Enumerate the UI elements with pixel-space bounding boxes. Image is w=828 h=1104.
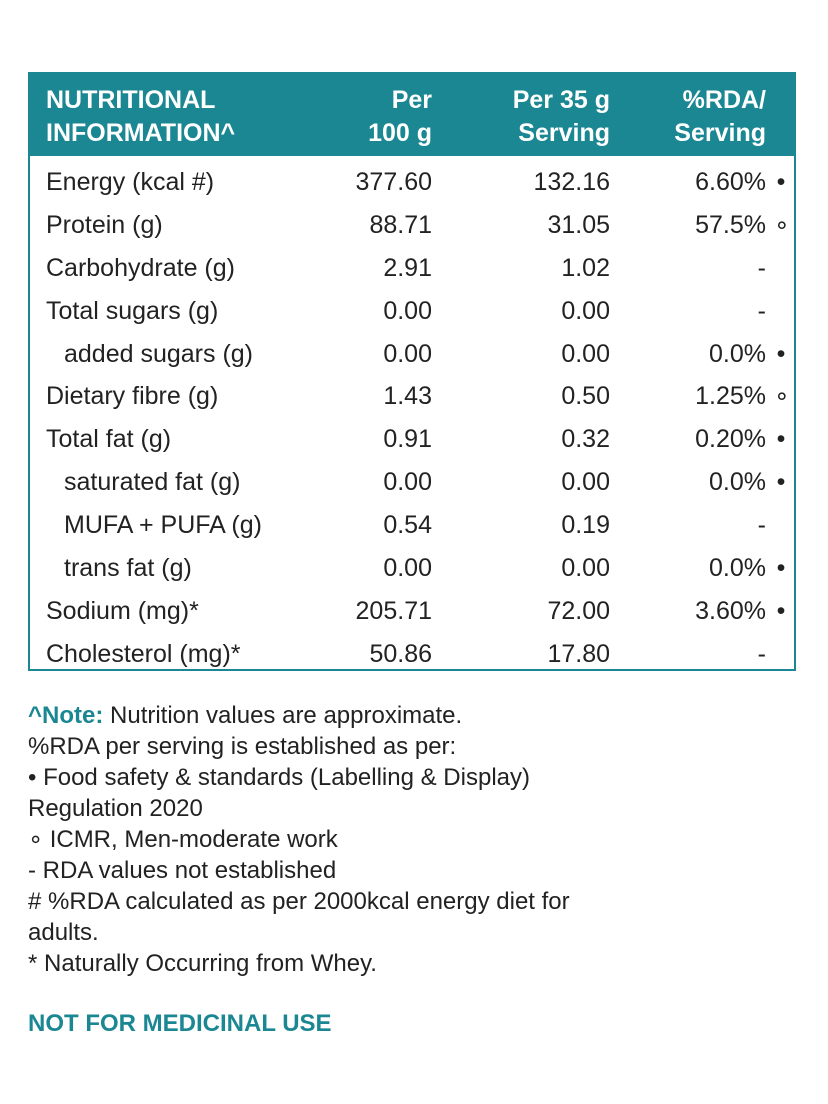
note-line: adults. [28,919,99,946]
note-line: Regulation 2020 [28,795,203,822]
value-rda: 3.60% [695,596,766,625]
header-per-serving: Per 35 g Serving [512,86,610,147]
value-per-100g: 50.86 [369,639,432,668]
value-per-serving: 0.00 [561,468,610,497]
nutrient-name: Sodium (mg)* [46,596,199,625]
value-rda: - [757,639,766,668]
value-per-serving: 1.02 [561,253,610,282]
value-per-serving: 0.00 [561,296,610,325]
note-line: - RDA values not established [28,857,337,884]
note-lines [28,731,788,979]
value-rda: - [757,253,766,282]
table-row [30,413,794,456]
rda-source-mark: ∘ [774,382,790,411]
rda-source-mark: • [776,596,786,625]
note-text: Nutrition values are approximate. [103,702,463,729]
nutrient-name: trans fat (g) [64,554,192,583]
value-per-100g: 0.00 [383,339,432,368]
value-per-serving: 0.32 [561,425,610,454]
nutrient-name: Protein (g) [46,210,163,239]
nutrient-name: Energy (kcal #) [46,168,215,196]
table-row [30,156,794,199]
note-line: %RDA per serving is established as per: [28,733,457,760]
table-row [30,199,794,242]
value-per-serving: 0.50 [561,382,610,411]
value-per-serving: 72.00 [547,596,610,625]
value-per-100g: 2.91 [383,253,432,282]
nutrient-name: Total sugars (g) [46,296,219,325]
value-per-100g: 1.43 [383,382,432,411]
table-row [30,370,794,413]
nutrient-name: saturated fat (g) [64,468,241,497]
table-row [30,499,794,542]
nutrition-table [28,72,796,671]
value-per-100g: 377.60 [355,168,432,196]
value-per-serving: 31.05 [547,210,610,239]
nutrient-name: added sugars (g) [64,339,254,368]
rda-source-mark: • [776,425,786,454]
rda-source-mark: • [776,168,786,196]
rda-source-mark: • [776,468,786,497]
value-per-serving: 0.00 [561,339,610,368]
table-header [30,74,794,156]
notes-section [28,700,788,979]
value-rda: - [757,296,766,325]
rda-source-mark: • [776,554,786,583]
table-row [30,328,794,371]
value-per-100g: 0.91 [383,425,432,454]
value-per-100g: 205.71 [355,596,432,625]
note-line: ∘ ICMR, Men-moderate work [28,826,338,853]
header-per-100g: Per 100 g [368,86,432,147]
table-row [30,285,794,328]
value-per-100g: 0.00 [383,296,432,325]
header-rda-serving: %RDA/ Serving [674,86,766,147]
value-rda: - [757,511,766,540]
value-rda: 6.60% [695,168,766,196]
table-row [30,242,794,285]
value-rda: 57.5% [695,210,766,239]
table-body [30,156,794,671]
table-row [30,628,794,671]
header-nutritional-information: NUTRITIONAL INFORMATION^ [46,86,236,147]
nutrient-name: Carbohydrate (g) [46,253,235,282]
note-line: • Food safety & standards (Labelling & Display) [28,764,530,791]
value-per-100g: 0.00 [383,554,432,583]
note-line: * Naturally Occurring from Whey. [28,950,377,977]
table-row [30,456,794,499]
table-row [30,585,794,628]
rda-source-mark: • [776,339,786,368]
value-per-100g: 0.54 [383,511,432,540]
value-per-serving: 132.16 [533,168,610,196]
rda-source-mark: ∘ [774,210,790,239]
nutrient-name: Dietary fibre (g) [46,382,219,411]
not-for-medicinal-use: NOT FOR MEDICINAL USE [28,1010,332,1037]
nutrient-name: MUFA + PUFA (g) [64,511,262,540]
value-per-100g: 88.71 [369,210,432,239]
note-line: # %RDA calculated as per 2000kcal energy diet for [28,888,570,915]
value-rda: 0.0% [709,554,766,583]
note-label: ^Note: [28,702,104,729]
value-per-serving: 17.80 [547,639,610,668]
nutrient-name: Total fat (g) [46,425,172,454]
note-heading [28,700,788,731]
value-per-serving: 0.00 [561,554,610,583]
value-rda: 0.0% [709,468,766,497]
table-row [30,542,794,585]
value-per-serving: 0.19 [561,511,610,540]
value-rda: 0.20% [695,425,766,454]
value-rda: 0.0% [709,339,766,368]
value-per-100g: 0.00 [383,468,432,497]
nutrient-name: Cholesterol (mg)* [46,639,241,668]
value-rda: 1.25% [695,382,766,411]
